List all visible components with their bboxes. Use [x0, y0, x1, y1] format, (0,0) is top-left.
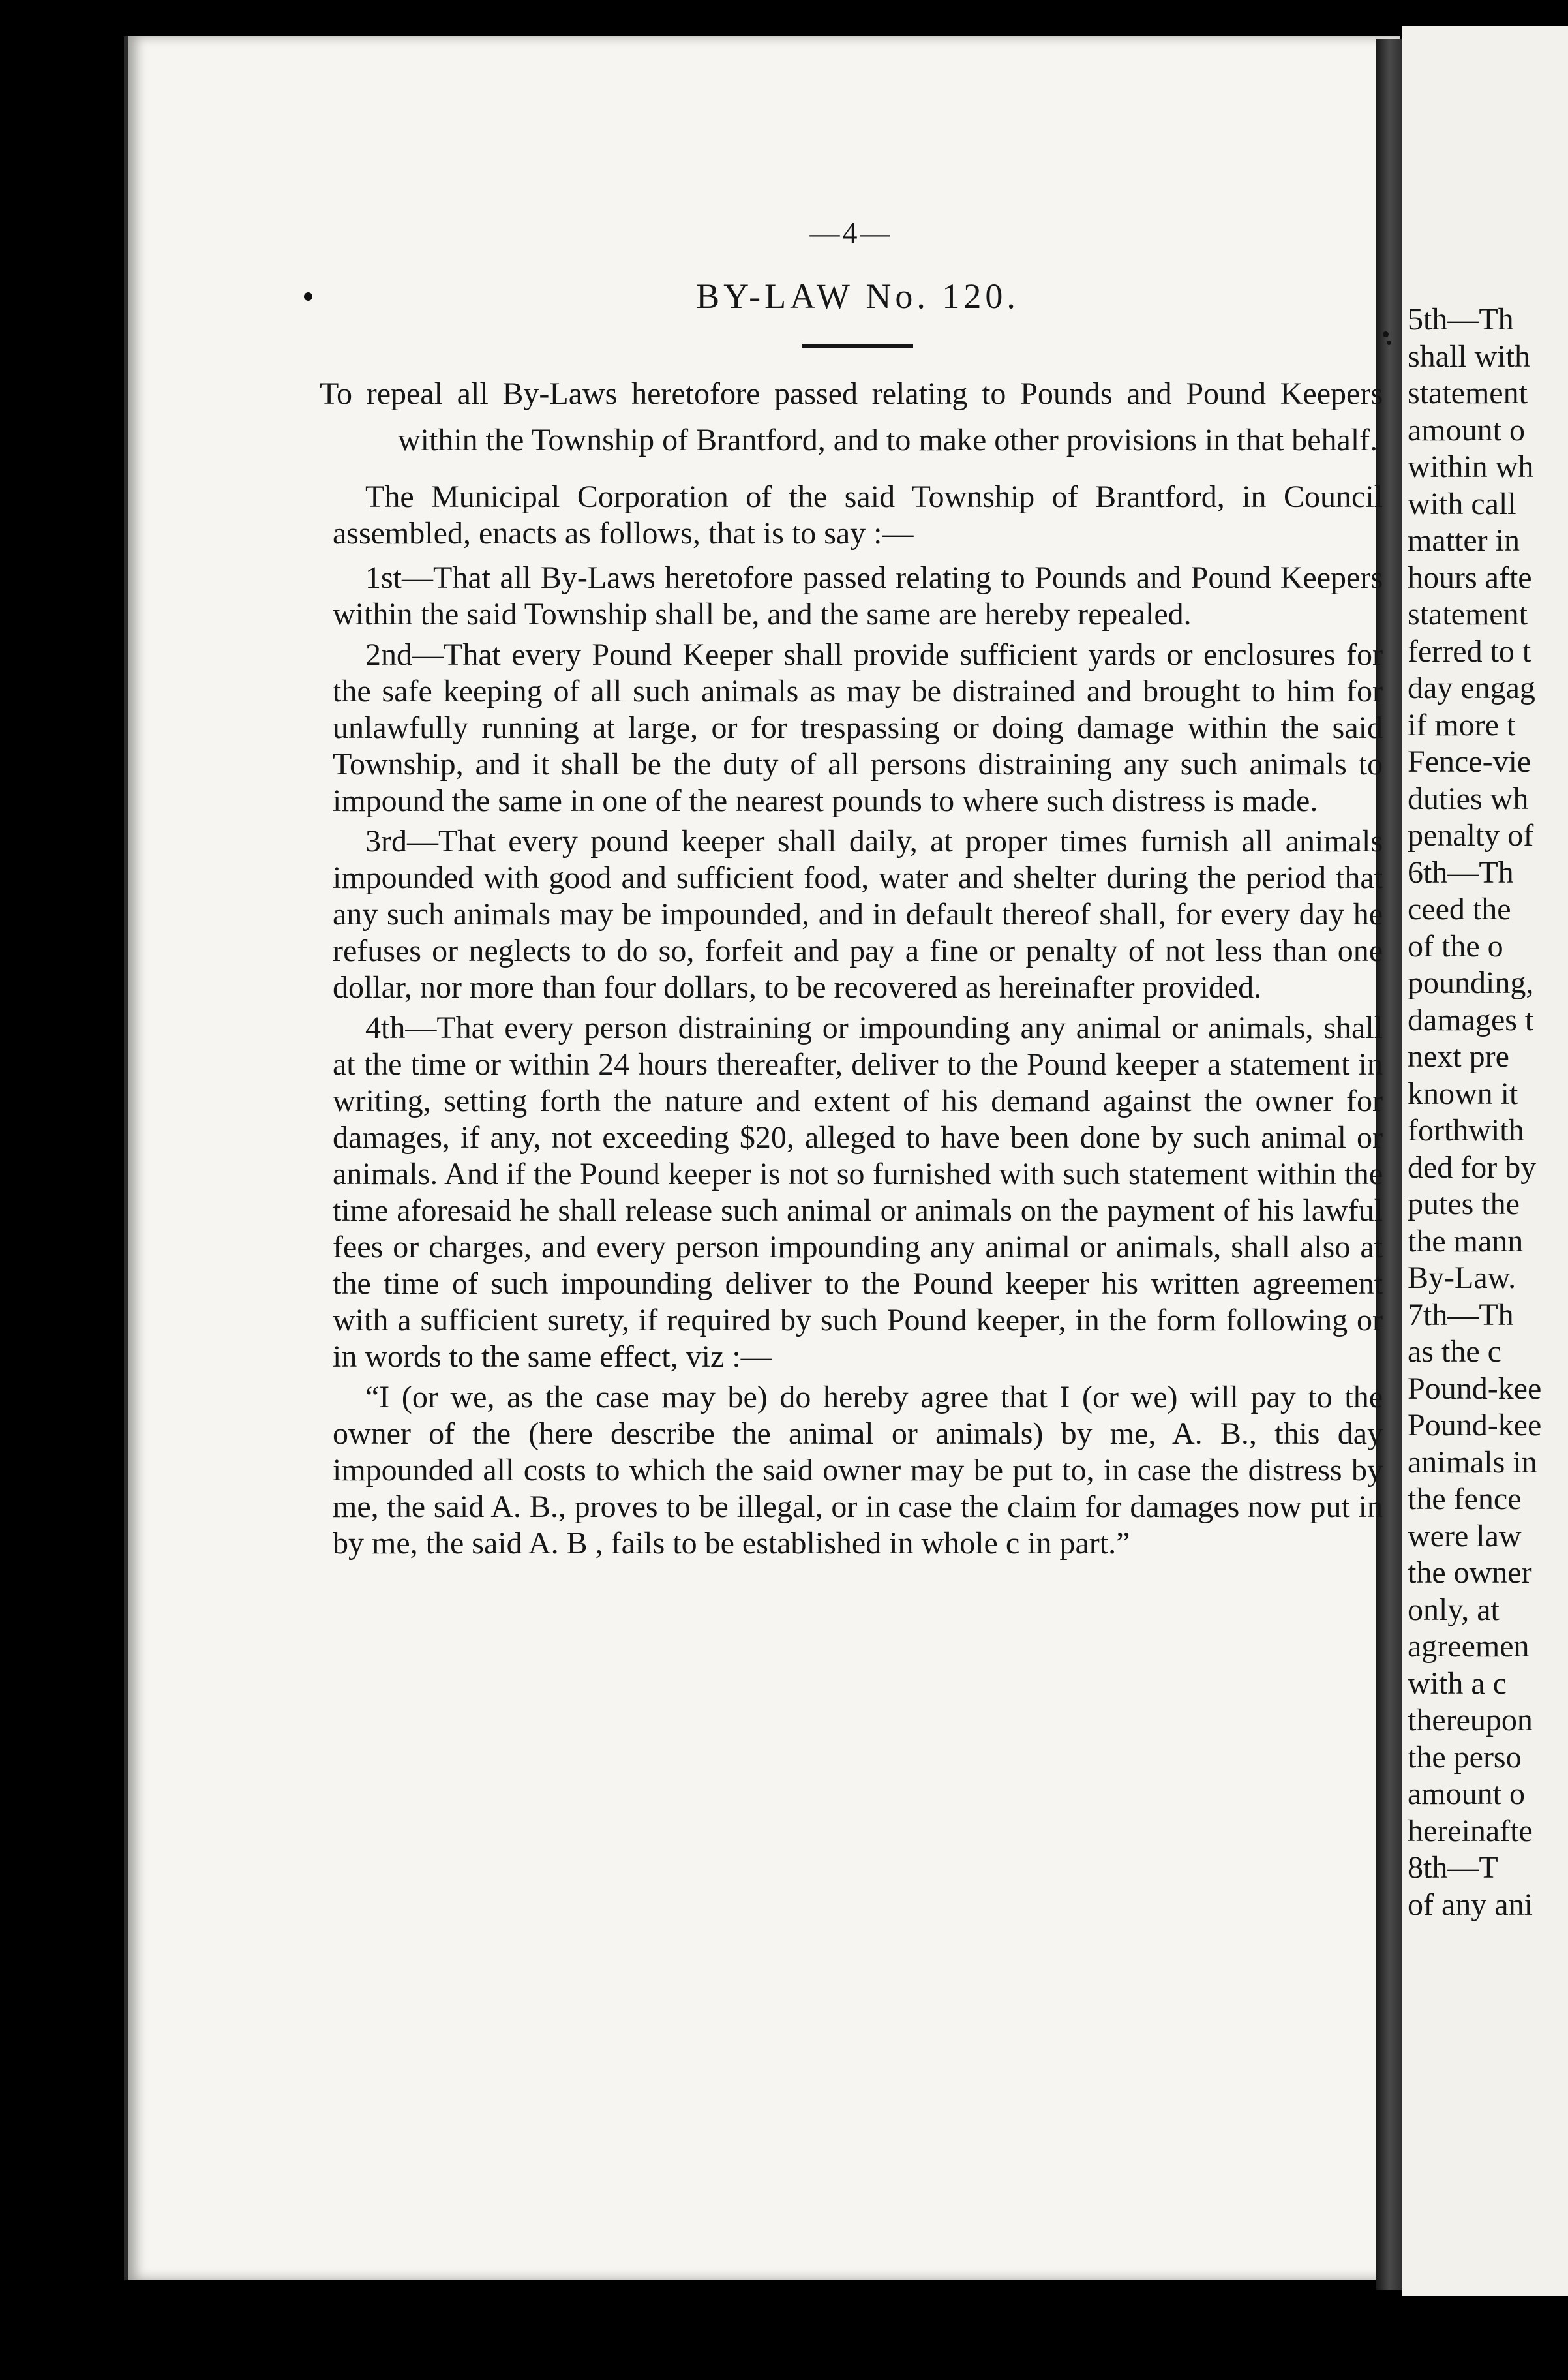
right-page-line: 6th—Th: [1408, 855, 1514, 890]
right-page-line: ceed the: [1408, 892, 1511, 926]
section-1: 1st—That all By-Laws heretofore passed relating to Pounds and Pound Keepers within the said Township shall be, and the same are hereby repealed.: [333, 560, 1383, 632]
right-page-line: agreemen: [1408, 1629, 1530, 1664]
right-page-line: damages t: [1408, 1002, 1534, 1037]
section-3: 3rd—That every pound keeper shall daily, at proper times furnish all animals impounded with good and sufficient food, water and shelter during the period that any such animals may be impounded, and in default thereof shall, for every day he refuses or neglects to do so, forfeit and pay a fine or penalty of not less than one dollar, nor more than four dollars, to be recovered as hereinafter provided.: [333, 824, 1383, 1005]
bylaw-title: BY-LAW No. 120.: [696, 277, 1019, 316]
right-page-line: Fence-vie: [1408, 744, 1531, 779]
right-page-line: only, at: [1408, 1592, 1500, 1627]
ink-speck: [1383, 331, 1389, 337]
right-page-line: if more t: [1408, 707, 1516, 742]
section-4: 4th—That every person distraining or impounding any animal or animals, shall at the time or within 24 hours thereafter, deliver to the Pound keeper a statement in writing, setting forth the nature and extent of his demand against the owner for damages, if any, not exceeding $20, alleged to have been done by such animal or animals. And if the Pound keeper is not so furnished with such statement within the time aforesaid he shall release such animal or animals on the payment of his lawful fees or charges, and every person impounding any animal or animals, shall also at the time of such impounding deliver to the Pound keeper his written agreement with a sufficient surety, if required by such Pound keeper, in the form following or in words to the same effect, viz :—: [333, 1011, 1383, 1374]
right-page-line: as the c: [1408, 1334, 1501, 1369]
right-page-line: of any ani: [1408, 1887, 1533, 1922]
right-page-line: 8th—T: [1408, 1850, 1498, 1885]
enacting-clause: The Municipal Corporation of the said Township of Brantford, in Council assembled, enacts as follows, that is to say :—: [333, 480, 1383, 551]
right-page-line: ded for by: [1408, 1150, 1537, 1185]
title-rule: [802, 344, 913, 348]
right-page-line: penalty of: [1408, 818, 1534, 853]
right-page-line: amount o: [1408, 1777, 1525, 1811]
right-page-line: 7th—Th: [1408, 1297, 1514, 1332]
right-page-line: thereupon: [1408, 1703, 1533, 1737]
right-page-line: statement: [1408, 597, 1528, 632]
right-page-line: hours afte: [1408, 560, 1532, 595]
right-page-line: were law: [1408, 1518, 1522, 1553]
preamble: To repeal all By-Laws heretofore passed relating to Pounds and Pound Keepers within the Township of Brantford, and to make other provisions in that behalf.: [320, 376, 1383, 457]
right-page-line: day engag: [1408, 671, 1535, 705]
right-page-line: statement: [1408, 376, 1528, 410]
right-page-line: putes the: [1408, 1187, 1520, 1221]
right-page-line: amount o: [1408, 412, 1525, 448]
right-page-line: animals in: [1408, 1444, 1537, 1480]
right-page-line: with call: [1408, 486, 1516, 521]
page-number: —4—: [809, 216, 893, 249]
right-page-line: the mann: [1408, 1223, 1524, 1259]
right-page-text: [1408, 301, 1568, 1923]
right-page-line: Pound-kee: [1408, 1371, 1542, 1406]
right-page-line: the owner: [1408, 1555, 1532, 1590]
right-page-line: ferred to t: [1408, 633, 1531, 669]
right-page-line: next pre: [1408, 1039, 1509, 1074]
right-page-line: Pound-kee: [1408, 1408, 1542, 1442]
right-page-line: of the o: [1408, 928, 1503, 964]
right-page-line: shall with: [1408, 339, 1530, 374]
right-page-line: hereinafte: [1408, 1813, 1533, 1848]
ink-speck: [1387, 341, 1391, 345]
ink-speck: [304, 292, 312, 301]
right-page-line: the perso: [1408, 1739, 1522, 1775]
right-page-line: within wh: [1408, 450, 1534, 484]
left-page-text: [320, 215, 1383, 1562]
right-page-line: matter in: [1408, 523, 1520, 558]
right-page-line: the fence: [1408, 1482, 1522, 1516]
right-page-line: duties wh: [1408, 781, 1529, 816]
right-page-line: 5th—Th: [1408, 302, 1514, 337]
right-page-line: pounding,: [1408, 966, 1534, 1000]
right-page-line: known it: [1408, 1076, 1518, 1111]
right-page-line: By-Law.: [1408, 1260, 1516, 1295]
right-page-line: with a c: [1408, 1666, 1507, 1701]
agreement-form: “I (or we, as the case may be) do hereby agree that I (or we) will pay to the owner of the (here describe the animal or animals) by me, A. B., this day impounded all costs to which the said owner may be put to, in case the distress by me, the said A. B., proves to be illegal, or in case the claim for damages now put in by me, the said A. B , fails to be established in whole c in part.”: [333, 1380, 1383, 1561]
section-2: 2nd—That every Pound Keeper shall provide sufficient yards or enclosures for the safe keeping of all such animals as may be distrained and brought to him for unlawfully running at large, or for trespassing or doing damage within the said Township, and it shall be the duty of all persons distraining any such animals to impound the same in one of the nearest pounds to where such distress is made.: [333, 637, 1383, 818]
right-page-line: forthwith: [1408, 1113, 1524, 1148]
